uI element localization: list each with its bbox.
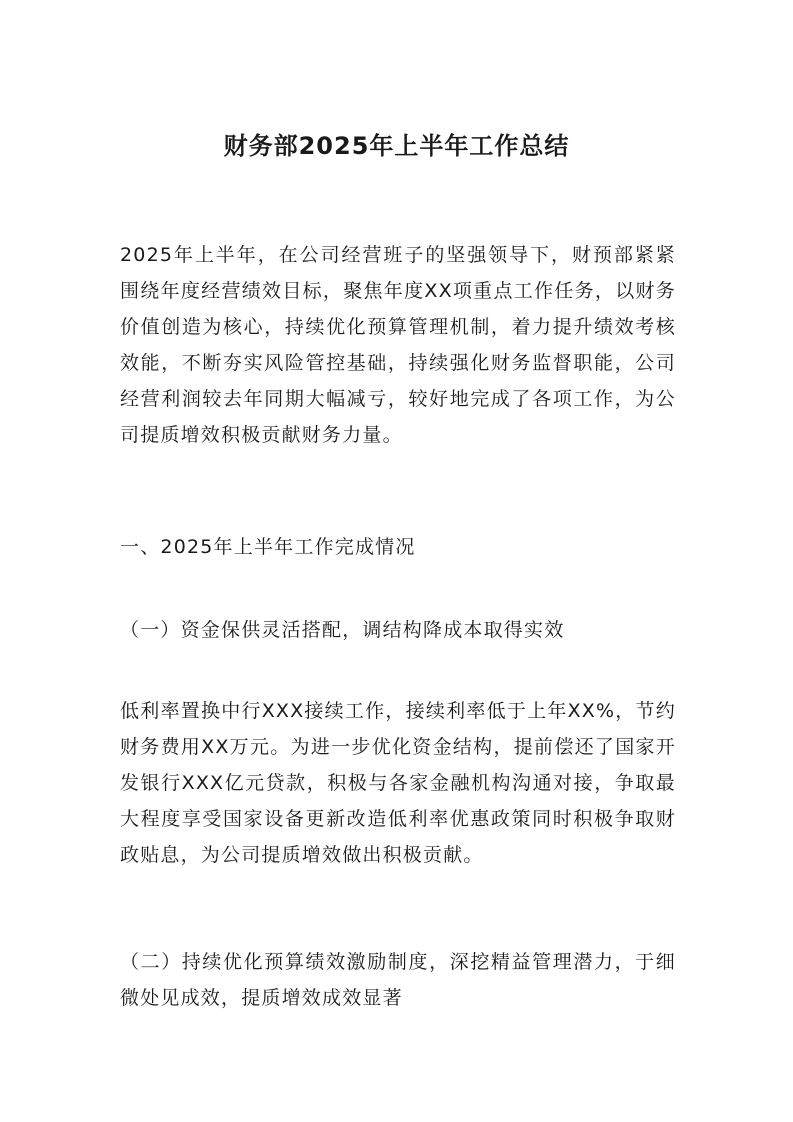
subsection-heading-2: （二）持续优化预算绩效激励制度，深挖精益管理潜力，于细微处见成效，提质增效成效显著 — [120, 951, 676, 1009]
intro-paragraph: 2025年上半年，在公司经营班子的坚强领导下，财预部紧紧围绕年度经营绩效目标，聚焦年度XX项重点工作任务，以财务价值创造为核心，持续优化预算管理机制，着力提升绩效考核效能，不断夯实风险管控基础，持续强化财务监督职能，公司经营利润较去年同期大幅减亏，较好地完成了各项工作，为公司提质增效积极贡献财务力量。 — [120, 244, 676, 446]
section-heading-1: 一、2025年上半年工作完成情况 — [120, 536, 416, 558]
subsection-heading-1: （一）资金保供灵活搭配，调结构降成本取得实效 — [120, 619, 565, 641]
document-title: 财务部2025年上半年工作总结 — [223, 132, 570, 160]
subsection-body-1: 低利率置换中行XXX接续工作，接续利率低于上年XX%，节约财务费用XX万元。为进一步优化资金结构，提前偿还了国家开发银行XXX亿元贷款，积极与各家金融机构沟通对接，争取最大程度享受国家设备更新改造低利率优惠政策同时积极争取财政贴息，为公司提质增效做出积极贡献。 — [120, 700, 676, 866]
